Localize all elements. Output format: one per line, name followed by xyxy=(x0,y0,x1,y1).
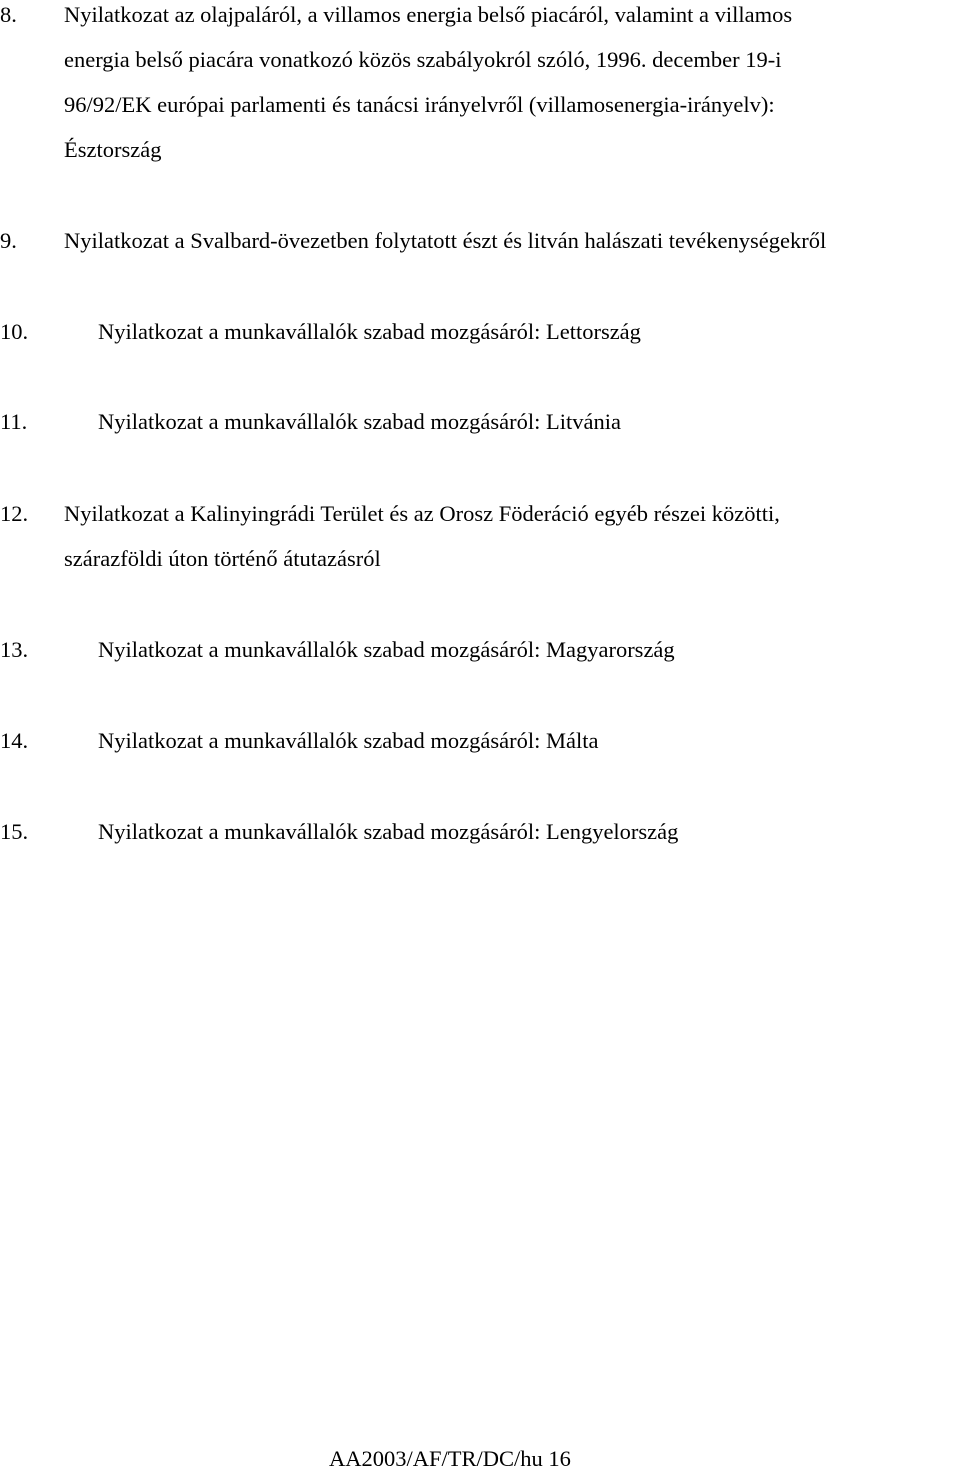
item-number: 8. xyxy=(0,2,17,27)
item-text xyxy=(98,627,675,672)
item-text-line: 96/92/EK európai parlamenti és tanácsi irányelvről (villamosenergia-irányelv): xyxy=(64,92,775,117)
item-number: 11. xyxy=(0,409,28,434)
item-text-line: Nyilatkozat az olajpaláról, a villamos energia belső piacáról, valamint a villamos xyxy=(64,2,793,27)
item-number: 15. xyxy=(0,819,29,844)
item-text xyxy=(98,809,678,854)
item-text xyxy=(98,309,641,354)
item-number: 13. xyxy=(0,637,29,662)
item-number: 12. xyxy=(0,501,29,526)
item-text-line: Nyilatkozat a munkavállalók szabad mozgásáról: Lengyelország xyxy=(98,819,679,844)
item-number: 9. xyxy=(0,228,17,253)
item-number: 10. xyxy=(0,319,29,344)
item-text-line: Nyilatkozat a Kalinyingrádi Terület és az Orosz Föderáció egyéb részei közötti, xyxy=(64,501,780,526)
item-number: 14. xyxy=(0,728,29,753)
item-text-line: Nyilatkozat a munkavállalók szabad mozgásáról: Litvánia xyxy=(98,409,621,434)
item-text-line: Nyilatkozat a munkavállalók szabad mozgásáról: Málta xyxy=(98,728,599,753)
page-footer-reference: AA2003/AF/TR/DC/hu 16 xyxy=(329,1446,571,1471)
item-text-line: Nyilatkozat a Svalbard-övezetben folytatott észt és litván halászati tevékenységekről xyxy=(64,228,827,253)
item-text xyxy=(98,718,598,763)
item-text xyxy=(64,218,826,263)
item-text-line: Észtország xyxy=(64,137,162,162)
item-text xyxy=(98,399,621,444)
item-text xyxy=(64,491,780,581)
item-text-line: Nyilatkozat a munkavállalók szabad mozgásáról: Magyarország xyxy=(98,637,675,662)
item-text-line: energia belső piacára vonatkozó közös szabályokról szóló, 1996. december 19-i xyxy=(64,47,782,72)
item-text xyxy=(64,0,792,172)
item-text-line: Nyilatkozat a munkavállalók szabad mozgásáról: Lettország xyxy=(98,319,641,344)
item-text-line: szárazföldi úton történő átutazásról xyxy=(64,546,381,571)
